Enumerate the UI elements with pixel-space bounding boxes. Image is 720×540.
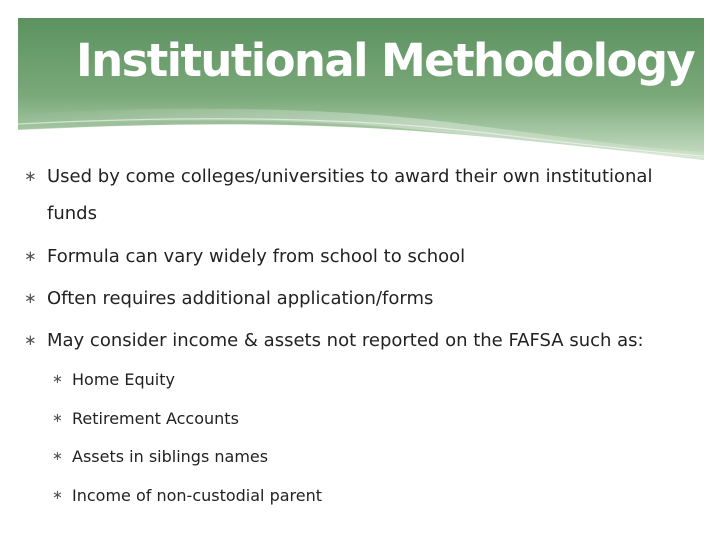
bullet-item (0, 322, 720, 359)
sub-bullet-text: Assets in siblings names (72, 447, 269, 466)
bullet-text: May consider income & assets not reported on the FAFSA such as: (47, 330, 644, 351)
sub-bullet-item (0, 400, 720, 439)
sub-bullet-text: Retirement Accounts (72, 408, 239, 428)
slide-title: Institutional Methodology (76, 34, 695, 87)
sub-bullet-text: Home Equity (72, 370, 175, 389)
sub-bullet-list (0, 361, 720, 515)
bullet-star-icon: ∗ (24, 331, 37, 349)
bullet-text: Formula can vary widely from school to school (47, 246, 466, 267)
bullet-text-line1: Used by come colleges/universities to award their own institutional (47, 166, 653, 187)
sub-bullet-star-icon: ∗ (52, 372, 63, 387)
bullet-list (0, 158, 720, 515)
bullet-star-icon: ∗ (24, 167, 37, 185)
sub-bullet-star-icon: ∗ (52, 410, 63, 426)
sub-bullet-item (0, 361, 720, 400)
bullet-item (0, 158, 720, 232)
bullet-text: Often requires additional application/forms (47, 288, 434, 309)
sub-bullet-item (0, 438, 720, 477)
sub-bullet-star-icon: ∗ (52, 487, 63, 503)
sub-bullet-text: Income of non-custodial parent (72, 485, 323, 505)
bullet-item (0, 280, 720, 317)
bullet-item (0, 238, 720, 275)
bullet-star-icon: ∗ (24, 247, 37, 265)
bullet-text-line2: funds (47, 203, 97, 224)
sub-bullet-star-icon: ∗ (52, 449, 63, 464)
sub-bullet-item (0, 477, 720, 516)
title-banner (18, 18, 704, 160)
bullet-star-icon: ∗ (24, 289, 37, 307)
sub-bullet-group (0, 361, 720, 515)
